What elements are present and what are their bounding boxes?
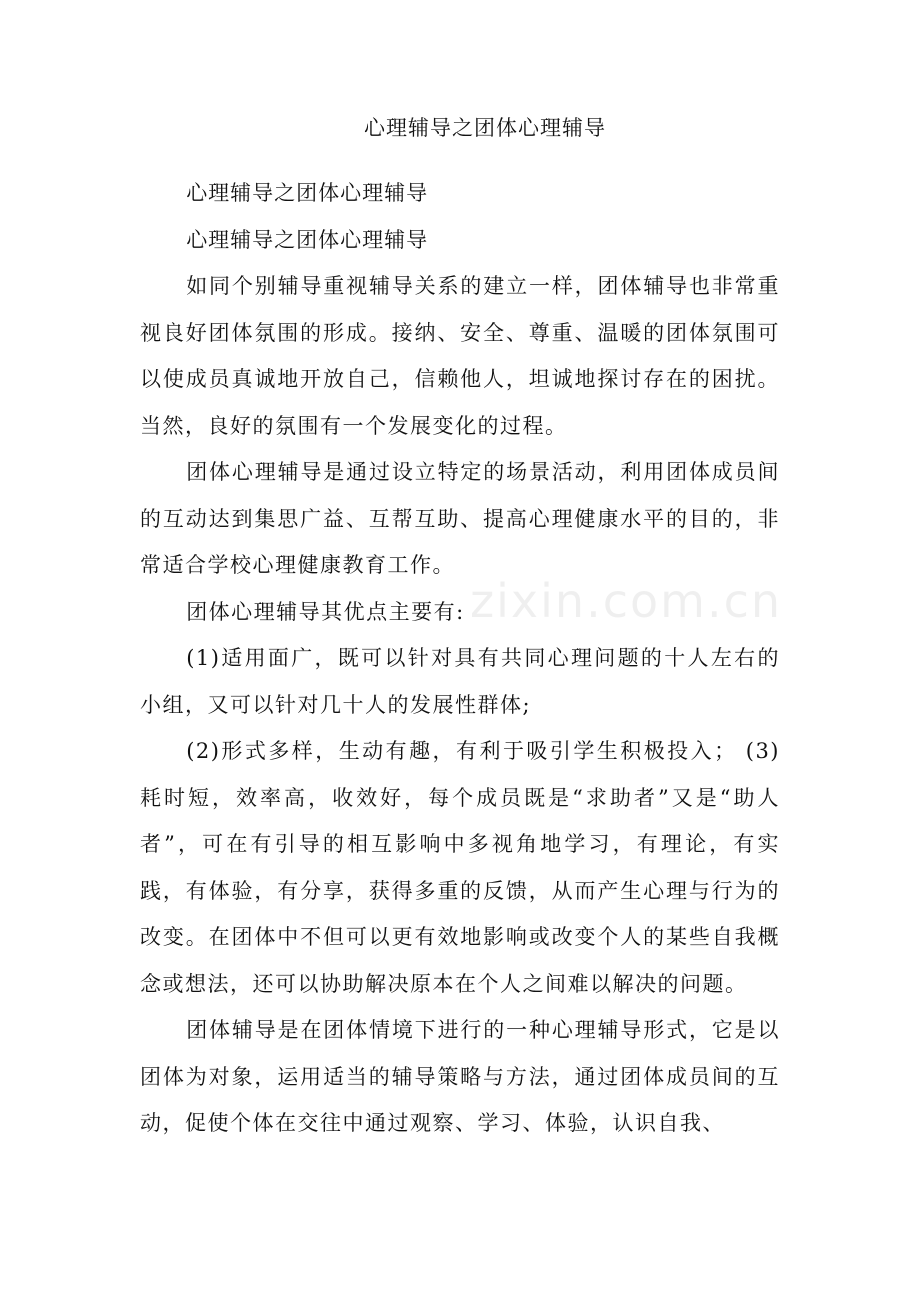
- document-title: 心理辅导之团体心理辅导: [364, 116, 606, 140]
- paragraph-group-counseling: 团体辅导是在团体情境下进行的一种心理辅导形式，它是以团体为对象，运用适当的辅导策略与方法，通过团体成员间的互动，促使个体在交往中通过观察、学习、体验，认识自我、: [140, 1018, 780, 1135]
- paragraph-subtitle-2: 心理辅导之团体心理辅导: [186, 227, 429, 252]
- paragraph-subtitle-1: 心理辅导之团体心理辅导: [186, 181, 429, 205]
- paragraph-advantage-1: (1)适用面广，既可以针对具有共同心理问题的十人左右的小组，又可以针对几十人的发展性群体;: [140, 646, 780, 717]
- paragraph-definition: 团体心理辅导是通过设立特定的场景活动，利用团体成员间的互动达到集思广益、互帮互助、提高心理健康水平的目的，非常适合学校心理健康教育工作。: [140, 460, 780, 577]
- document-body: [140, 170, 783, 1147]
- watermark: zixin.com.cn: [470, 574, 783, 628]
- paragraph-atmosphere: 如同个别辅导重视辅导关系的建立一样，团体辅导也非常重视良好团体氛围的形成。接纳、安全、尊重、温暖的团体氛围可以使成员真诚地开放自己，信赖他人，坦诚地探讨存在的困扰。当然，良好的氛围有一个发展变化的过程。: [140, 274, 780, 438]
- paragraph-advantage-2-3: (2)形式多样，生动有趣，有利于吸引学生积极投入； (3)耗时短，效率高，收效好，每个成员既是“求助者”又是“助人者”，可在有引导的相互影响中多视角地学习，有理论，有实践，有体验，有分享，获得多重的反馈，从而产生心理与行为的改变。在团体中不但可以更有效地影响或改变个人的某些自我概念或想法，还可以协助解决原本在个人之间难以解决的问题。: [140, 739, 780, 996]
- paragraph-advantages-heading: 团体心理辅导其优点主要有:: [186, 599, 465, 624]
